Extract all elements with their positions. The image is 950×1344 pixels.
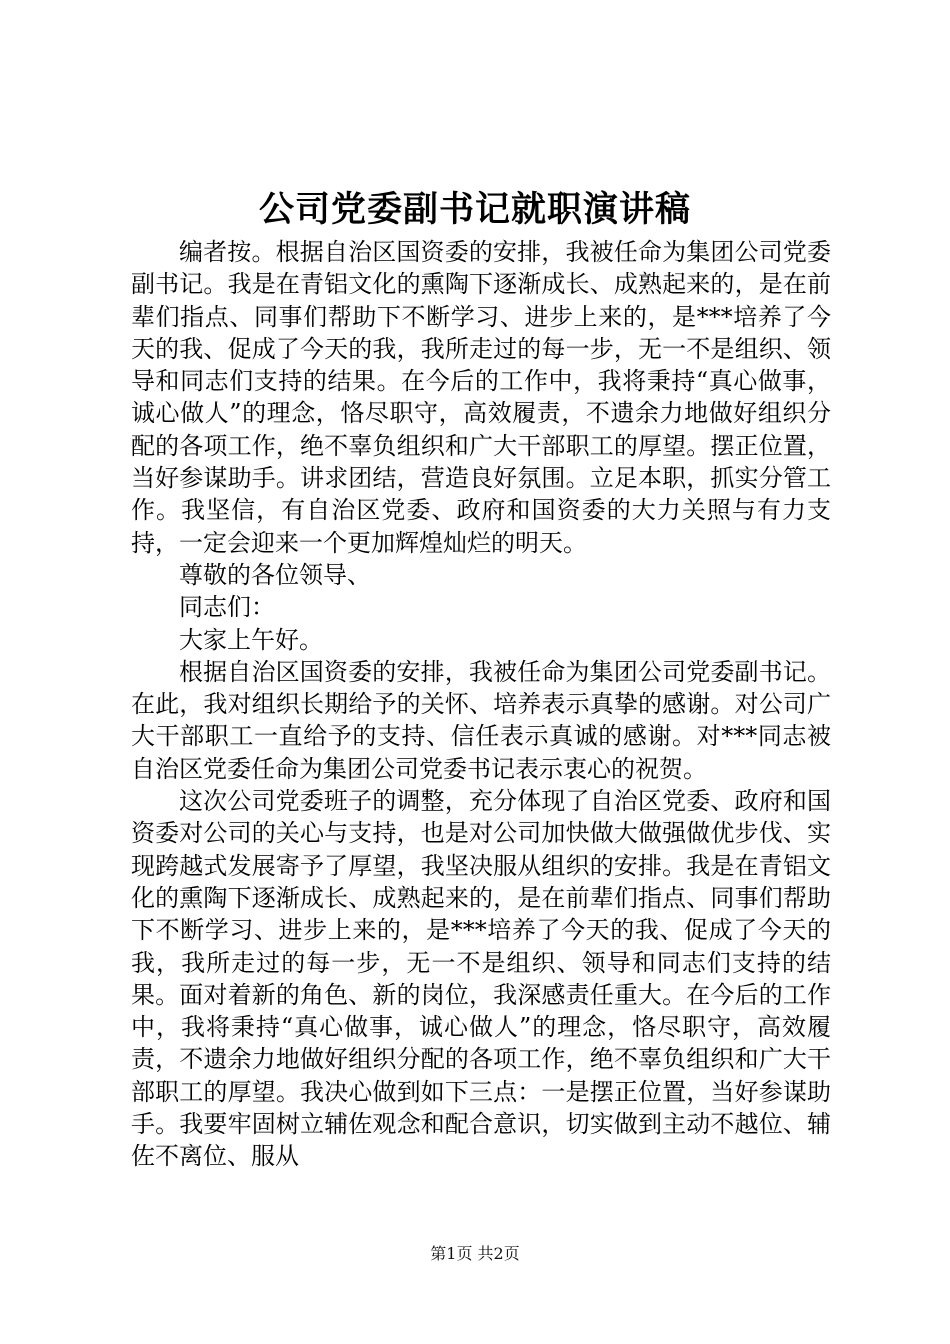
greeting-line: 大家上午好。 [179,625,323,654]
editor-note-paragraph: 编者按。根据自治区国资委的安排，我被任命为集团公司党委副书记。我是在青铝文化的熏陶下逐渐成长、成熟起来的，是在前辈们指点、同事们帮助下不断学习、进步上来的，是***培养了今天的我、促成了今天的我，我所走过的每一步，无一不是组织、领导和同志们支持的结果。在今后的工作中，我将秉持“真心做事，诚心做人”的理念，恪尽职守，高效履责，不遗余力地做好组织分配的各项工作，绝不辜负组织和广大干部职工的厚望。摆正位置，当好参谋助手。讲求团结，营造良好氛围。立足本职，抓实分管工作。我坚信，有自治区党委、政府和国资委的大力关照与有力支持，一定会迎来一个更加辉煌灿烂的明天。 [131,238,831,557]
document-body [131,236,831,1173]
salutation-line-1: 尊敬的各位领导、 [179,560,371,589]
body-paragraph: 根据自治区国资委的安排，我被任命为集团公司党委副书记。在此，我对组织长期给予的关怀、培养表示真挚的感谢。对公司广大干部职工一直给予的支持、信任表示真诚的感谢。对***同志被自治区党委任命为集团公司党委书记表示衷心的祝贺。 [131,657,831,783]
document-title: 公司党委副书记就职演讲稿 [258,189,691,230]
salutation-line-2: 同志们： [179,593,275,622]
page-number-footer: 第1页 共2页 [430,1244,520,1263]
body-paragraph: 这次公司党委班子的调整，充分体现了自治区党委、政府和国资委对公司的关心与支持，也是对公司加快做大做强做优步伐、实现跨越式发展寄予了厚望，我坚决服从组织的安排。我是在青铝文化的熏陶下逐渐成长、成熟起来的，是在前辈们指点、同事们帮助下不断学习、进步上来的，是***培养了今天的我、促成了今天的我，我所走过的每一步，无一不是组织、领导和同志们支持的结果。面对着新的角色、新的岗位，我深感责任重大。在今后的工作中，我将秉持“真心做事，诚心做人”的理念，恪尽职守，高效履责，不遗余力地做好组织分配的各项工作，绝不辜负组织和广大干部职工的厚望。我决心做到如下三点：一是摆正位置，当好参谋助手。我要牢固树立辅佐观念和配合意识，切实做到主动不越位、辅佐不离位、服从 [131,787,831,1171]
